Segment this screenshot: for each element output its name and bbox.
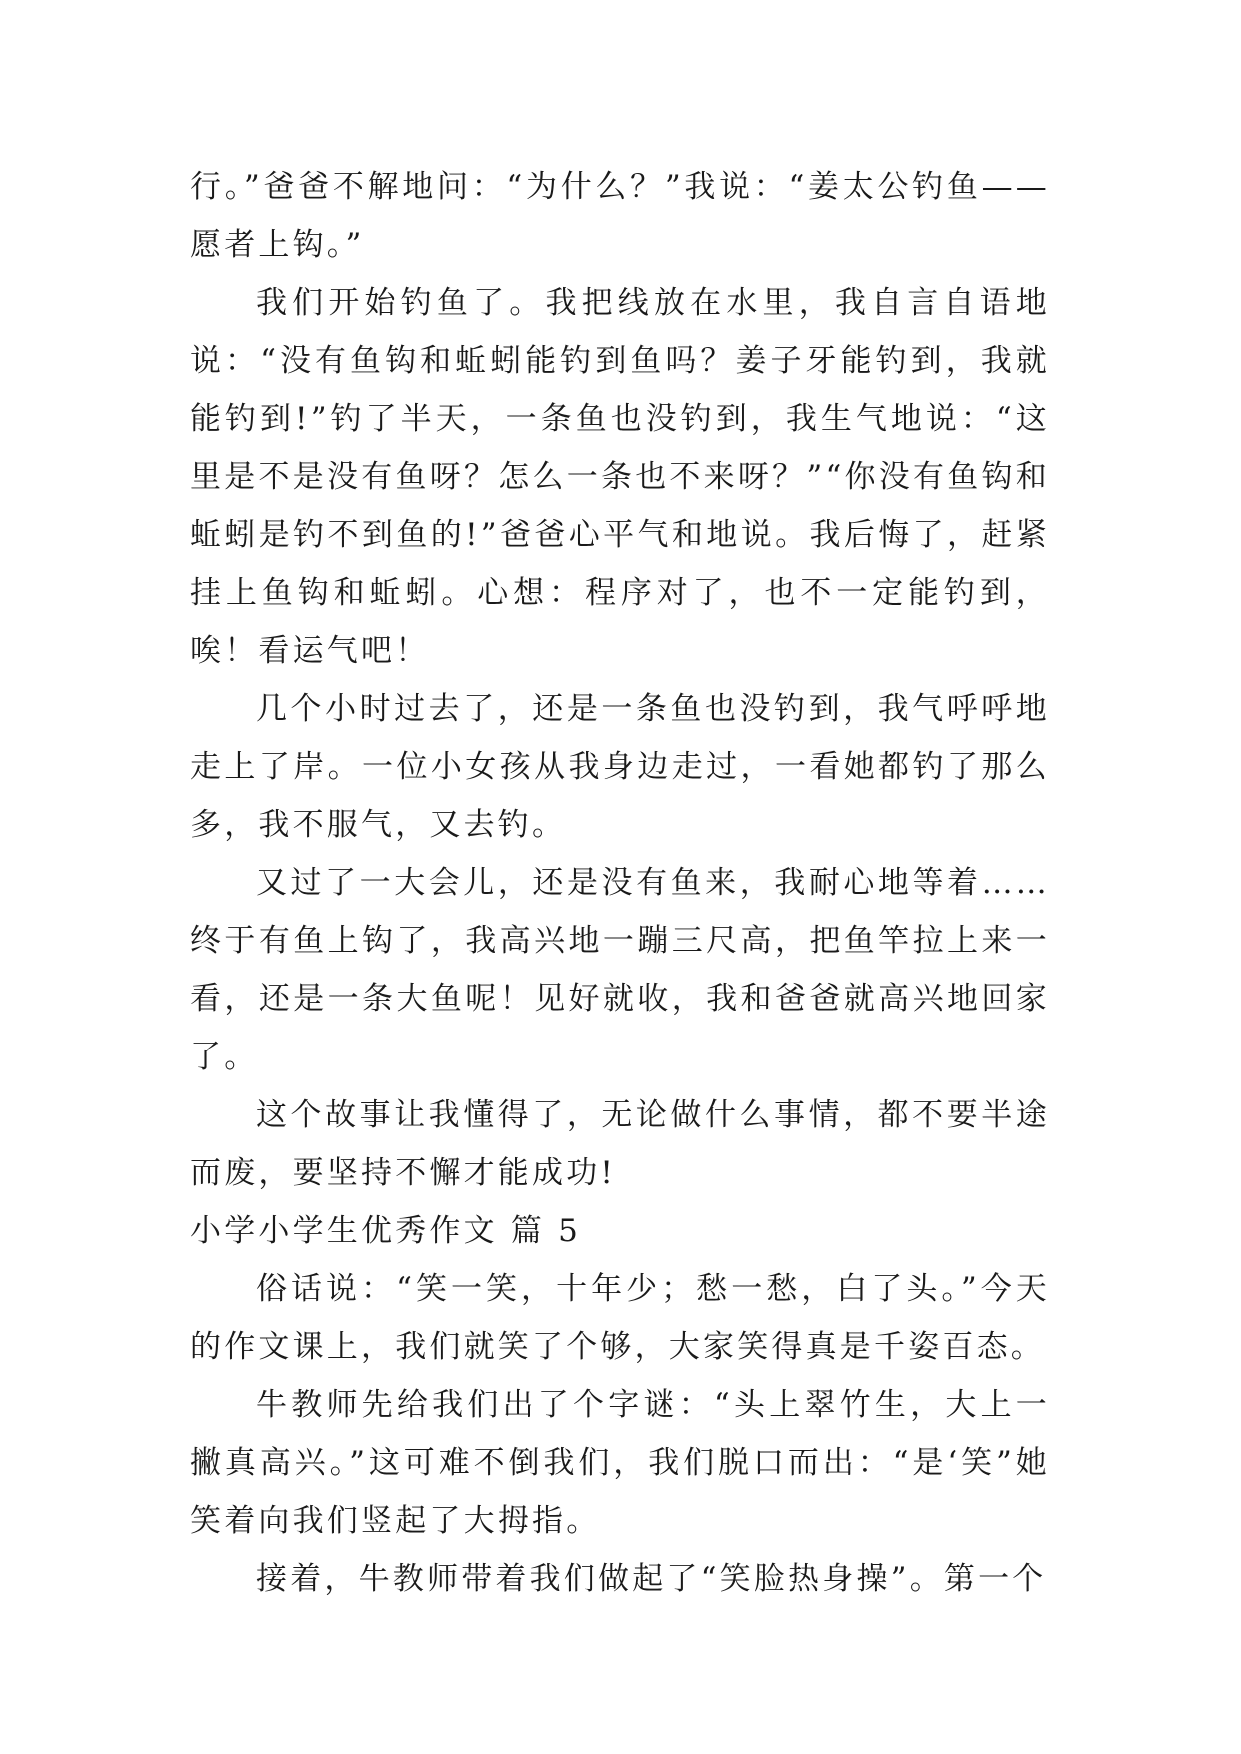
paragraph-1: 行。”爸爸不解地问：“为什么？”我说：“姜太公钓鱼——愿者上钩。”: [190, 169, 1050, 263]
document-body: [190, 158, 1050, 1608]
paragraph-5: 这个故事让我懂得了，无论做什么事情，都不要半途而废，要坚持不懈才能成功!: [190, 1097, 1050, 1191]
section-paragraph-3: 接着，牛教师带着我们做起了“笑脸热身操”。第一个: [256, 1561, 1047, 1597]
paragraph-2: 我们开始钓鱼了。我把线放在水里，我自言自语地说：“没有鱼钩和蚯蚓能钓到鱼吗？姜子牙能钓到，我就能钓到!”钓了半天，一条鱼也没钓到，我生气地说：“这里是不是没有鱼呀？怎么一条也不来呀？”“你没有鱼钩和蚯蚓是钓不到鱼的!”爸爸心平气和地说。我后悔了，赶紧挂上鱼钩和蚯蚓。心想：程序对了，也不一定能钓到，唉！看运气吧！: [190, 285, 1050, 669]
paragraph-4: 又过了一大会儿，还是没有鱼来，我耐心地等着……终于有鱼上钩了，我高兴地一蹦三尺高，把鱼竿拉上来一看，还是一条大鱼呢！见好就收，我和爸爸就高兴地回家了。: [190, 865, 1050, 1075]
section-heading: 小学小学生优秀作文 篇 5: [190, 1213, 582, 1249]
paragraph-3: 几个小时过去了，还是一条鱼也没钓到，我气呼呼地走上了岸。一位小女孩从我身边走过，一看她都钓了那么多，我不服气，又去钓。: [190, 691, 1050, 843]
section-paragraph-2: 牛教师先给我们出了个字谜：“头上翠竹生，大上一撇真高兴。”这可难不倒我们，我们脱口而出：“是‘笑”她笑着向我们竖起了大拇指。: [190, 1387, 1050, 1539]
section-paragraph-1: 俗话说：“笑一笑，十年少；愁一愁，白了头。”今天的作文课上，我们就笑了个够，大家笑得真是千姿百态。: [190, 1271, 1050, 1365]
